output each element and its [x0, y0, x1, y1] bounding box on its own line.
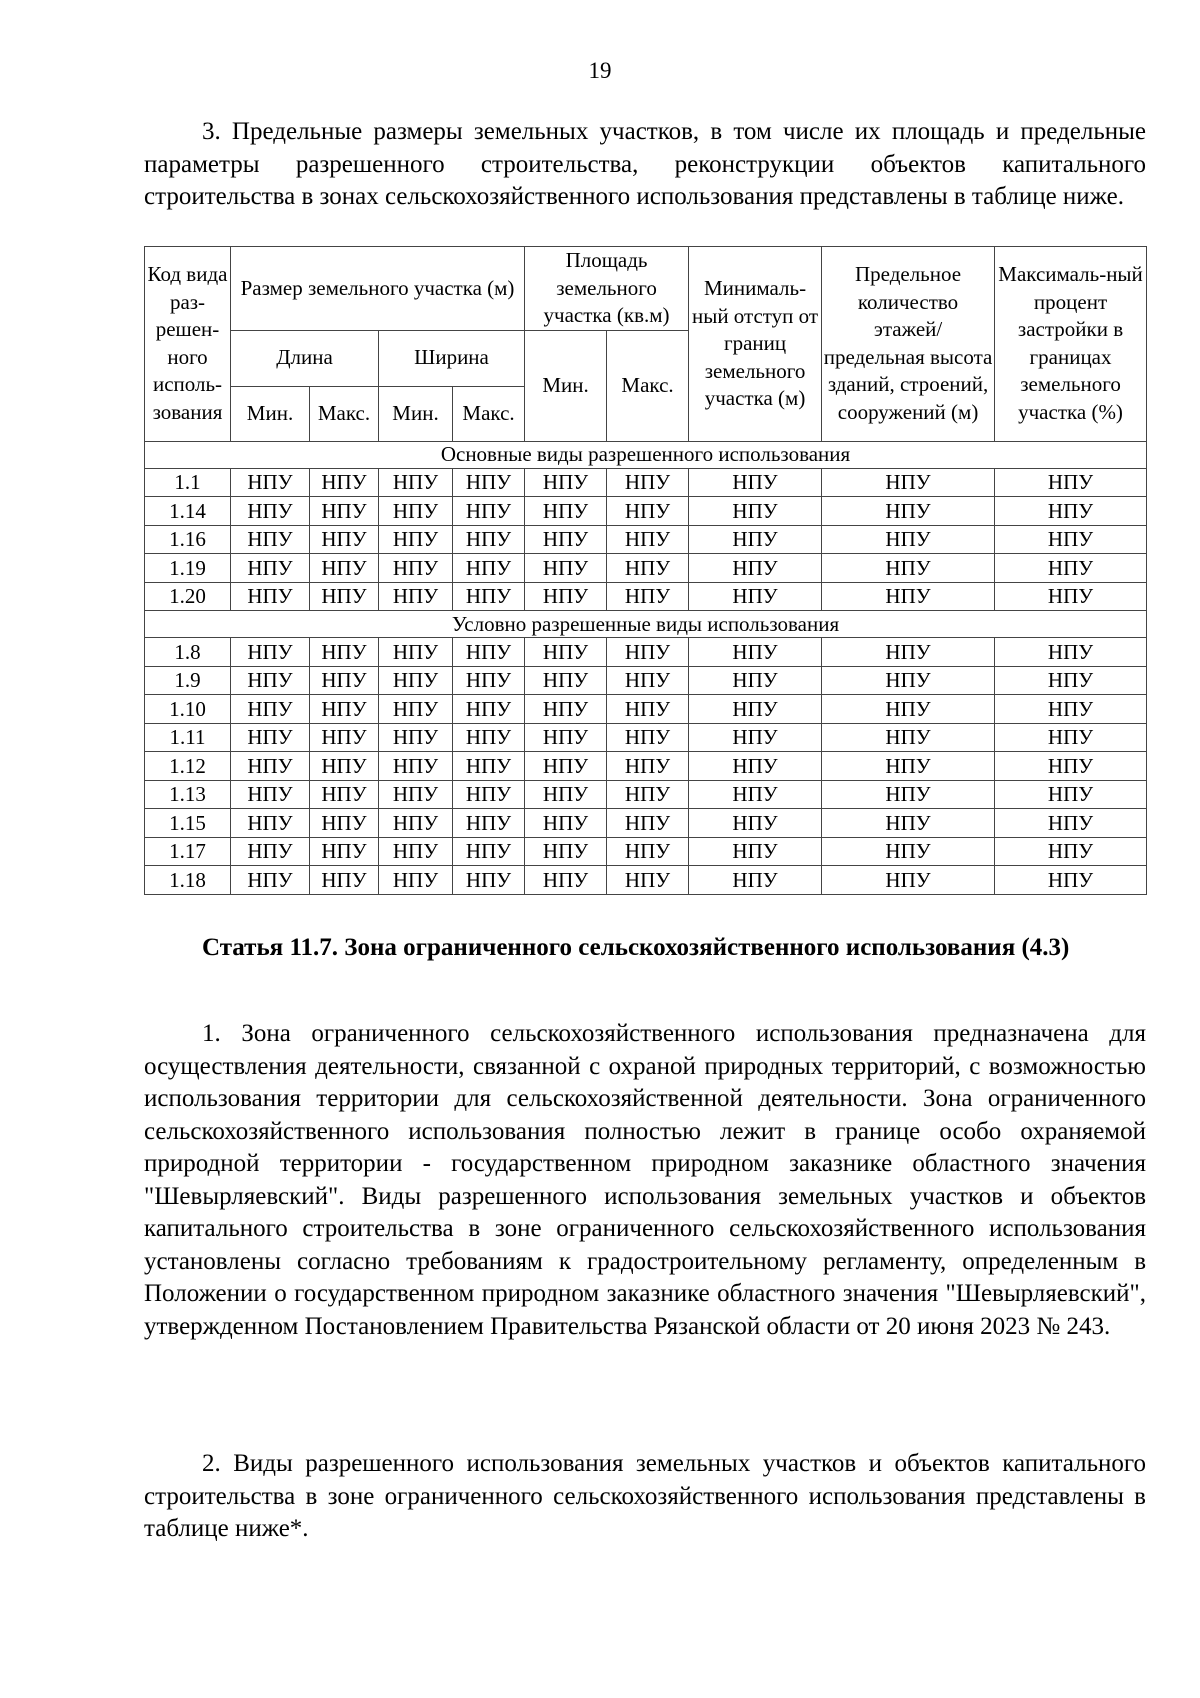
- section-row: [145, 611, 1147, 638]
- table-cell: НПУ: [822, 666, 995, 695]
- row-code: 1.16: [145, 525, 231, 554]
- table-cell: НПУ: [453, 582, 525, 611]
- table-cell: НПУ: [379, 837, 453, 866]
- table-row: [145, 866, 1147, 895]
- table-cell: НПУ: [310, 468, 379, 497]
- paragraph-2: 2. Виды разрешенного использования земельных участков и объектов капитального строительства в зоне ограниченного сельскохозяйственного использования представлены в таблице ниже*.: [144, 1450, 1146, 1542]
- table-cell: НПУ: [231, 723, 310, 752]
- table-cell: НПУ: [822, 582, 995, 611]
- row-code: 1.15: [145, 809, 231, 838]
- row-code: 1.17: [145, 837, 231, 866]
- table-cell: НПУ: [607, 468, 689, 497]
- table-cell: НПУ: [995, 582, 1147, 611]
- table-cell: НПУ: [231, 695, 310, 724]
- table-cell: НПУ: [689, 809, 822, 838]
- table-cell: НПУ: [453, 752, 525, 781]
- table-cell: НПУ: [310, 582, 379, 611]
- table-row: [145, 638, 1147, 667]
- table-cell: НПУ: [822, 780, 995, 809]
- table-cell: НПУ: [689, 866, 822, 895]
- row-code: 1.10: [145, 695, 231, 724]
- table-cell: НПУ: [689, 497, 822, 526]
- table-cell: НПУ: [607, 525, 689, 554]
- table-cell: НПУ: [231, 638, 310, 667]
- table-row: [145, 695, 1147, 724]
- table-cell: НПУ: [995, 497, 1147, 526]
- header-plot-size: Размер земельного участка (м): [231, 247, 525, 331]
- table-cell: НПУ: [995, 809, 1147, 838]
- table-cell: НПУ: [689, 723, 822, 752]
- header-max-floors: Предельное количество этажей/ предельная высота зданий, строений, сооружений (м): [822, 247, 995, 442]
- table-cell: НПУ: [525, 497, 607, 526]
- table-cell: НПУ: [607, 752, 689, 781]
- table-cell: НПУ: [453, 723, 525, 752]
- table-cell: НПУ: [607, 666, 689, 695]
- table-cell: НПУ: [231, 525, 310, 554]
- table-cell: НПУ: [689, 468, 822, 497]
- table-cell: НПУ: [822, 638, 995, 667]
- table-cell: НПУ: [231, 554, 310, 583]
- table-row: [145, 582, 1147, 611]
- table-cell: НПУ: [231, 666, 310, 695]
- table-cell: НПУ: [453, 525, 525, 554]
- row-code: 1.12: [145, 752, 231, 781]
- table-cell: НПУ: [379, 497, 453, 526]
- table-cell: НПУ: [310, 780, 379, 809]
- table-cell: НПУ: [525, 638, 607, 667]
- table-cell: НПУ: [822, 837, 995, 866]
- table-cell: НПУ: [995, 525, 1147, 554]
- table-header: [145, 247, 1147, 442]
- header-width-max: Макс.: [453, 386, 525, 441]
- table-cell: НПУ: [822, 554, 995, 583]
- table-cell: НПУ: [310, 554, 379, 583]
- table-cell: НПУ: [310, 723, 379, 752]
- table-cell: НПУ: [231, 780, 310, 809]
- table-cell: НПУ: [995, 837, 1147, 866]
- table-cell: НПУ: [231, 752, 310, 781]
- table-cell: НПУ: [231, 468, 310, 497]
- article-heading: Статья 11.7. Зона ограниченного сельскохозяйственного использования (4.3): [202, 934, 1070, 961]
- header-area-min: Мин.: [525, 330, 607, 441]
- table-cell: НПУ: [453, 666, 525, 695]
- table-cell: НПУ: [822, 723, 995, 752]
- table-cell: НПУ: [379, 638, 453, 667]
- table-cell: НПУ: [379, 809, 453, 838]
- table-cell: НПУ: [822, 695, 995, 724]
- header-max-coverage: Максималь-ный процент застройки в границах земельного участка (%): [995, 247, 1147, 442]
- row-code: 1.18: [145, 866, 231, 895]
- table-body: [145, 441, 1147, 894]
- row-code: 1.8: [145, 638, 231, 667]
- table-cell: НПУ: [995, 752, 1147, 781]
- table-cell: НПУ: [231, 582, 310, 611]
- row-code: 1.20: [145, 582, 231, 611]
- table-cell: НПУ: [379, 554, 453, 583]
- table-row: [145, 780, 1147, 809]
- table-cell: НПУ: [310, 837, 379, 866]
- table-cell: НПУ: [607, 497, 689, 526]
- row-code: 1.14: [145, 497, 231, 526]
- table-cell: НПУ: [689, 525, 822, 554]
- table-cell: НПУ: [525, 695, 607, 724]
- table-cell: НПУ: [310, 666, 379, 695]
- header-code: Код вида раз-решен-ного исполь-зования: [145, 247, 231, 442]
- parameters-table: [144, 246, 1147, 895]
- table-cell: НПУ: [453, 468, 525, 497]
- table-cell: НПУ: [995, 638, 1147, 667]
- table-cell: НПУ: [689, 638, 822, 667]
- table-row: [145, 837, 1147, 866]
- table-row: [145, 497, 1147, 526]
- section-row: [145, 441, 1147, 468]
- table-cell: НПУ: [379, 752, 453, 781]
- table-cell: НПУ: [453, 780, 525, 809]
- table-cell: НПУ: [453, 638, 525, 667]
- table-row: [145, 554, 1147, 583]
- table-cell: НПУ: [525, 582, 607, 611]
- row-code: 1.19: [145, 554, 231, 583]
- table-cell: НПУ: [689, 695, 822, 724]
- row-code: 1.9: [145, 666, 231, 695]
- table-cell: НПУ: [995, 723, 1147, 752]
- table-cell: НПУ: [453, 695, 525, 724]
- table-row: [145, 666, 1147, 695]
- table-cell: НПУ: [995, 866, 1147, 895]
- table-cell: НПУ: [379, 525, 453, 554]
- table-cell: НПУ: [310, 695, 379, 724]
- table-cell: НПУ: [525, 666, 607, 695]
- table-row: [145, 723, 1147, 752]
- table-cell: НПУ: [525, 866, 607, 895]
- table-cell: НПУ: [689, 780, 822, 809]
- table-cell: НПУ: [310, 752, 379, 781]
- table-cell: НПУ: [822, 866, 995, 895]
- row-code: 1.13: [145, 780, 231, 809]
- section-title: Основные виды разрешенного использования: [145, 441, 1147, 468]
- table-cell: НПУ: [231, 809, 310, 838]
- table-cell: НПУ: [607, 809, 689, 838]
- table-cell: НПУ: [689, 666, 822, 695]
- table-cell: НПУ: [379, 780, 453, 809]
- header-length-min: Мин.: [231, 386, 310, 441]
- table-cell: НПУ: [822, 468, 995, 497]
- table-cell: НПУ: [689, 582, 822, 611]
- table-cell: НПУ: [453, 809, 525, 838]
- row-code: 1.1: [145, 468, 231, 497]
- row-code: 1.11: [145, 723, 231, 752]
- section-title: Условно разрешенные виды использования: [145, 611, 1147, 638]
- table-cell: НПУ: [607, 638, 689, 667]
- table-row: [145, 468, 1147, 497]
- table-cell: НПУ: [310, 638, 379, 667]
- table-cell: НПУ: [379, 866, 453, 895]
- table-cell: НПУ: [231, 866, 310, 895]
- table-cell: НПУ: [607, 554, 689, 583]
- table-cell: НПУ: [525, 554, 607, 583]
- table-cell: НПУ: [525, 809, 607, 838]
- header-width: Ширина: [379, 330, 525, 386]
- table-cell: НПУ: [525, 752, 607, 781]
- table-cell: НПУ: [822, 809, 995, 838]
- table-cell: НПУ: [525, 723, 607, 752]
- header-width-min: Мин.: [379, 386, 453, 441]
- table-cell: НПУ: [822, 752, 995, 781]
- table-cell: НПУ: [310, 497, 379, 526]
- table-cell: НПУ: [607, 837, 689, 866]
- table-cell: НПУ: [310, 809, 379, 838]
- table-cell: НПУ: [525, 780, 607, 809]
- table-cell: НПУ: [379, 695, 453, 724]
- table-cell: НПУ: [525, 525, 607, 554]
- header-length: Длина: [231, 330, 379, 386]
- table-cell: НПУ: [231, 837, 310, 866]
- table-cell: НПУ: [231, 497, 310, 526]
- table-cell: НПУ: [689, 752, 822, 781]
- table-cell: НПУ: [822, 497, 995, 526]
- table-cell: НПУ: [995, 780, 1147, 809]
- table-cell: НПУ: [310, 525, 379, 554]
- table-cell: НПУ: [525, 468, 607, 497]
- header-area-max: Макс.: [607, 330, 689, 441]
- page-number: 19: [588, 58, 612, 83]
- table-row: [145, 809, 1147, 838]
- table-cell: НПУ: [822, 525, 995, 554]
- table-cell: НПУ: [453, 497, 525, 526]
- table-cell: НПУ: [995, 666, 1147, 695]
- table-cell: НПУ: [995, 695, 1147, 724]
- table-cell: НПУ: [310, 866, 379, 895]
- table-cell: НПУ: [525, 837, 607, 866]
- table-cell: НПУ: [379, 582, 453, 611]
- table-cell: НПУ: [607, 582, 689, 611]
- header-min-setback: Минималь-ный отступ от границ земельного участка (м): [689, 247, 822, 442]
- table-cell: НПУ: [453, 866, 525, 895]
- table-cell: НПУ: [995, 468, 1147, 497]
- table-cell: НПУ: [607, 866, 689, 895]
- table-cell: НПУ: [607, 723, 689, 752]
- header-length-max: Макс.: [310, 386, 379, 441]
- table-cell: НПУ: [379, 666, 453, 695]
- table-cell: НПУ: [995, 554, 1147, 583]
- table-row: [145, 525, 1147, 554]
- table-cell: НПУ: [453, 837, 525, 866]
- table-cell: НПУ: [689, 554, 822, 583]
- table-cell: НПУ: [453, 554, 525, 583]
- intro-paragraph: 3. Предельные размеры земельных участков, в том числе их площадь и предельные параметры разрешенного строительства, реконструкции объектов капитального строительства в зонах сельскохозяйственного использования представлены в таблице ниже.: [144, 118, 1146, 210]
- table-cell: НПУ: [607, 780, 689, 809]
- table-row: [145, 752, 1147, 781]
- table-cell: НПУ: [689, 837, 822, 866]
- header-area: Площадь земельного участка (кв.м): [525, 247, 689, 331]
- table-cell: НПУ: [379, 468, 453, 497]
- paragraph-1: 1. Зона ограниченного сельскохозяйственного использования предназначена для осуществления деятельности, связанной с охраной природных территорий, с возможностью использования территории для сельскохозяйственной деятельности. Зона ограниченного сельскохозяйственного использования полностью лежит в границе особо охраняемой природной территории - государственном природном заказнике областного значения "Шевырляевский". Виды разрешенного использования земельных участков и объектов капитального строительства в зоне ограниченного сельскохозяйственного использования установлены согласно требованиям к градостроительному регламенту, определенным в Положении о государственном природном заказнике областного значения "Шевырляевский", утвержденном Постановлением Правительства Рязанской области от 20 июня 2023 № 243.: [144, 1020, 1146, 1340]
- table-cell: НПУ: [607, 695, 689, 724]
- table-cell: НПУ: [379, 723, 453, 752]
